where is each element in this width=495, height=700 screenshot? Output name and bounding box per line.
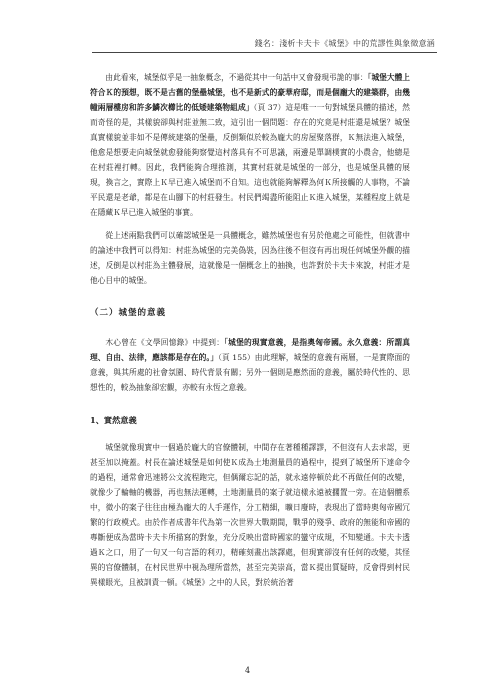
paragraph-4: 城堡就像現實中一個過於龐大的官僚體制，中間存在著種種譯謬，不但沒有人去求認，更甚至加以掩蓋。村長在論述城堡是如何使Ｋ成為土地測量員的過程中，提到了城堡所下達命令的過程，通常會迅速將公文流程跑完，但偶爾忘記的話，就永遠停頓於此不再做任何的改變，就像少了輪軸的機器，再也無法運轉，土地測量員的案子就這樣永遠被擱置一旁。在這個體系中，微小的案子往往由極為龐大的人手運作，分工精細，曠日廢時，表現出了當時奧匈帝國冗繁的行政模式。由於作者成書年代為第一次世界大戰期間，戰爭的殘爭、政府的無能和帝國的專斷便成為當時卡夫卡所描寫的對象，充分反映出當時國家的蠻守成規，不知變通。卡夫卡透過Ｋ之口，用了一句又一句言語的利刃，精確刻畫出該譯處，但現實卻沒有任何的改變，其怪異的官僚體制，在村民世界中視為理所當然，甚至完美崇高，當Ｋ提出質疑時，反會得到村民異樣眼光，且被訓責一頓。《城堡》之中的人民，對於統治著: [90, 443, 410, 587]
paragraph-1-quote: 「城堡大體上符合Ｋ的預想，既不是古舊的堡壘城堡，也不是新式的豪華府邸，而是個龐大的建築群，由幾幢兩層樓房和許多鱗次櫛比的低矮建築物組成」: [90, 73, 410, 112]
subsection-heading: 1、實然意義: [90, 415, 137, 425]
paragraph-3-intro: 木心曾在《文學回憶錄》中提到：: [105, 338, 225, 347]
page-number: 4: [244, 666, 251, 675]
paragraph-3-rest: （頁 155）由此理解，城堡的意義有兩層，一是實際面的意義，與其所處的社會氛圍、時代背景有關；另外一個則是應然面的意義，屬於時代性的、思想性的，較為抽象卻宏觀，亦較有永恆之意義。: [90, 353, 410, 392]
paragraph-2: 從上述兩點我們可以確認城堡是一具體概念，雖然城堡也有另於他處之可能性，但就書中的論述中我們可以得知：村莊為城堡的完美偽裝，因為往後不但沒有再出現任何城堡外觀的描述，反倒是以村莊為主體發展，這就像是一個概念上的抽換，也許對於卡夫卡來說，村莊才是他心目中的城堡。: [90, 231, 410, 285]
section-heading: （二）城堡的意義: [90, 308, 167, 318]
header-rule: [92, 52, 437, 53]
running-header: 錢名：淺析卡夫卡《城堡》中的荒謬性與象徵意涵: [254, 39, 435, 48]
paragraph-1-intro: 由此看來，城堡似乎是一抽象概念，不過從其中一句話中又會發現弔詭的事：: [105, 73, 368, 82]
paragraph-3-quote: 「城堡的現實意義，是指奧匈帝國。永久意義：所謂真理、自由、法律，應該都是存在的。」: [90, 338, 410, 362]
paragraph-1-cite: （頁 37）: [253, 103, 286, 112]
paragraph-3: [90, 335, 410, 395]
paragraph-1: [90, 70, 410, 220]
paragraph-1-rest: 這是唯一一句對城堡具體的描述，然而奇怪的是，其樣貌卻與村莊並無二致，這引出一個問題：存在的究竟是村莊還是城堡？城堡真實樣貌並非如不是傳統建築的堡壘，反倒類似於較為龐大的房屋聚落群，Ｋ無法進入城堡，他愈是想要走向城堡就愈發能夠察覺這村落具有不可思議，兩邊是單調樸實的小農舍，他總是在村莊裡打轉。因此，我們能夠合理推測，其實村莊就是城堡的一部分，也是城堡具體的展現，換言之，實際上Ｋ早已進入城堡而不自知。這也就能夠解釋為何Ｋ所接觸的人事物，不論平民還是老爺，都是在山腳下的村莊發生。村民們竭盡所能阻止Ｋ進入城堡，某種程度上就是在隱藏Ｋ早已進入城堡的事實。: [90, 103, 410, 217]
body-text: [90, 70, 410, 590]
